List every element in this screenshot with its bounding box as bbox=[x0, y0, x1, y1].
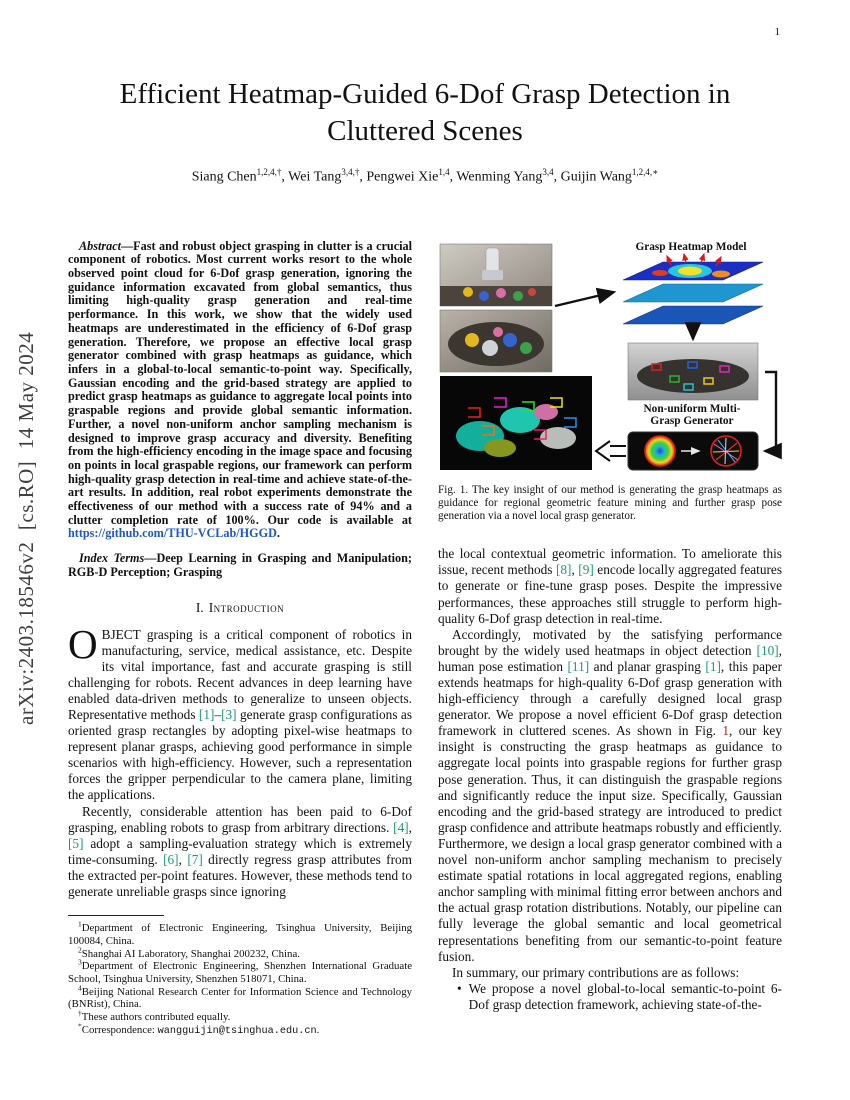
citation-link[interactable]: [1] bbox=[705, 658, 721, 674]
generator-label bbox=[623, 403, 761, 427]
bullet-marker: • bbox=[457, 980, 462, 996]
author-affiliation-marks: 3,4,† bbox=[341, 167, 360, 177]
pointcloud-scene bbox=[440, 376, 592, 470]
footnote: $^2$Shanghai AI Laboratory, Shanghai 200232, China. bbox=[78, 944, 300, 960]
email-address: wangguijin@tsinghua.edu.cn bbox=[157, 1025, 317, 1037]
author-affiliation-marks: 1,2,4,† bbox=[256, 167, 282, 177]
page-number: 1 bbox=[774, 26, 780, 38]
footnote: †These authors contributed equally. bbox=[78, 1008, 231, 1024]
citation-link[interactable]: [7] bbox=[187, 851, 203, 867]
two-column-body bbox=[68, 240, 782, 1039]
author-affiliation-marks: 1,4 bbox=[438, 167, 450, 177]
authors-line: Siang Chen$^{1,2,4,\dagger}$, Wei Tang$^{3,4,\dagger}$, Pengwei Xie$^{1,4}$, Wenming Yang$^{3,4}$, Guijin Wang$^{1,2,4,∗}$ bbox=[191, 167, 659, 185]
author-name: Wei Tang bbox=[288, 169, 342, 185]
arrow-to-heatmap bbox=[555, 292, 614, 306]
author-affiliation-marks: 1,2,4,∗ bbox=[631, 167, 659, 177]
author-name: Pengwei Xie bbox=[366, 169, 439, 185]
figure-1 bbox=[438, 240, 782, 472]
citation-link[interactable]: [4] bbox=[393, 819, 409, 835]
citation-link[interactable]: [9] bbox=[578, 562, 594, 578]
left-column bbox=[68, 240, 412, 1039]
generator-label-line2: Grasp Generator bbox=[650, 414, 734, 427]
author-name: Wenming Yang bbox=[456, 169, 543, 185]
author-affiliation-marks: 3,4 bbox=[542, 167, 554, 177]
index-terms-paragraph: Index Terms—Deep Learning in Grasping and Manipulation; RGB-D Perception; Grasping bbox=[68, 551, 412, 579]
citation-link[interactable]: [5] bbox=[68, 835, 84, 851]
robot-photo bbox=[440, 244, 552, 306]
citation-link[interactable]: [11] bbox=[567, 658, 590, 674]
figure1-graphic bbox=[438, 240, 782, 472]
citation-link[interactable]: [3] bbox=[221, 707, 237, 722]
heatmap-stack bbox=[623, 254, 763, 324]
citation-link[interactable]: [10] bbox=[756, 642, 779, 658]
section-number: I. bbox=[195, 599, 204, 615]
intro-paragraph-1: OBJECT grasping is a critical component of robotics in manufacturing, service, medical assistance, etc. Despite its vital importance, fast and accurate grasping is still challenging for robots. Recent advances in deep learning have enabled data-driven methods to generalize to unseen objects. Representative methods [1]–[3] generate grasp configurations as oriented grasp rectangles by adopting pixel-wise heatmaps to represent planar grasps, achieving good performance in simple scenarios with high-efficiency. However, such a representation forces the gripper perpendicular to the camera plane, limiting the applications. bbox=[68, 620, 413, 803]
generator-panel bbox=[628, 432, 758, 470]
footnote-rule bbox=[68, 915, 164, 916]
contribution-item-1 bbox=[438, 981, 782, 1013]
figure-ref-link[interactable]: 1 bbox=[722, 723, 729, 739]
scene-with-grasps bbox=[628, 343, 758, 400]
right-column bbox=[438, 240, 782, 1039]
citation-link[interactable]: [1] bbox=[198, 707, 215, 722]
footnote: $^4$Beijing National Research Center for Information Science and Technology (BNRist), China. bbox=[68, 983, 412, 1011]
contribution-text: We propose a novel global-to-local semantic-to-point 6-Dof grasp detection framework, achieving state-of-the- bbox=[468, 980, 782, 1012]
arrow-to-pointcloud bbox=[596, 441, 626, 461]
intro-paragraph-2: Recently, considerable attention has been paid to 6-Dof grasping, enabling robots to grasp from arbitrary directions. [4], [5] adopt a sampling-evaluation strategy which is extremely time-consuming. [6], [7] directly regress grasp attributes from the extracted per-point features. However, these methods tend to generate unreliable grasps since ignoring bbox=[68, 803, 412, 900]
citation-link[interactable]: [6] bbox=[163, 851, 179, 867]
section-heading-introduction bbox=[68, 600, 412, 616]
author-name: Siang Chen bbox=[191, 169, 257, 185]
footnote: $^1$Department of Electronic Engineering, Tsinghua University, Beijing 100084, China. bbox=[68, 919, 412, 947]
section-title: Introduction bbox=[208, 599, 285, 615]
arxiv-watermark: arXiv:2403.18546v2 [cs.RO] 14 May 2024 bbox=[14, 331, 38, 725]
footnotes-list bbox=[68, 919, 412, 1038]
arrow-to-generator bbox=[765, 372, 776, 451]
footnote: *Correspondence: wangguijin@tsinghua.edu.cn. bbox=[78, 1021, 320, 1037]
abstract-paragraph: Abstract—Fast and robust object grasping in clutter is a crucial component of robotics. Most current works resort to the whole observed point cloud for 6-Dof grasp generation, ignoring the guidance information excavated from global semantics, thus limiting high-quality grasp generation and real-time performance. In this work, we show that the widely used heatmaps are underestimated in the efficiency of 6-Dof grasp generation. Therefore, we propose an effective local grasp generator combined with grasp heatmaps as guidance, which infers in a global-to-local semantic-to-point way. Specifically, Gaussian encoding and the grid-based strategy are applied to predict grasp heatmaps as guidance to aggregate local points into graspable regions and provide global semantic information. Further, a novel non-uniform anchor sampling mechanism is designed to improve grasp accuracy and diversity. Benefiting from the high-efficiency encoding in the image space and focusing on points in local graspable regions, our framework can perform high-quality grasp detection in real-time and achieve state-of-the-art results. In addition, real robot experiments demonstrate the effectiveness of our method with a success rate of 94% and a clutter completion rate of 100%. Our code is available at https://github.com/THU-VCLab/HGGD. bbox=[68, 238, 412, 541]
heatmap-model-label: Grasp Heatmap Model bbox=[635, 240, 747, 253]
footnote: $^3$Department of Electronic Engineering, Shenzhen International Graduate School, Tsinghua University, Shenzhen 518071, China. bbox=[68, 957, 412, 985]
figure-caption: Fig. 1. The key insight of our method is generating the grasp heatmaps as guidance for regional geometric feature mining and further grasp pose generation via a novel local grasp generator. bbox=[438, 483, 782, 523]
continuation-paragraph: the local contextual geometric information. To ameliorate this issue, recent methods [8], [9] encode locally aggregated features to generate or fine-tune grasp poses. Despite the impressive performances, these approaches still struggle to perform high-quality 6-Dof grasp detection in real-time. bbox=[438, 546, 782, 626]
contributions-intro: In summary, our primary contributions are as follows: bbox=[452, 964, 740, 980]
anchor-heatmap-sphere bbox=[645, 436, 675, 466]
approach-paragraph: Accordingly, motivated by the satisfying performance brought by the widely used heatmaps in object detection [10], human pose estimation [11] and planar grasping [1], this paper extends heatmaps for high-quality 6-Dof grasp generation with high-efficiency through a carefully designed local grasp generator. We propose a novel efficient 6-Dof grasp detection framework in cluttered scenes. As shown in Fig. 1, our key insight is constructing the grasp heatmaps as guidance to aggregate local points into graspable regions for further grasp pose generation. Thus, it can distinguish the graspable regions and significantly reduce the input size. Specifically, Gaussian encoding and the grid-based strategy are introduced to predict grasp confidence and attribute heatmaps robustly and efficiently. Furthermore, we design a local grasp generator combined with a novel non-uniform anchor sampling mechanism to precisely estimate spatial rotations in local aggregated regions, enabling anchor sampling with minimal fitting error between anchors and the actual grasp rotation distributions. Notably, our pipeline can fully leverage the global semantic and local geometrical representations benefiting from our semantic-to-point feature fusion. bbox=[438, 626, 782, 964]
author-name: Guijin Wang bbox=[560, 169, 632, 185]
citation-link[interactable]: [8] bbox=[555, 562, 572, 578]
clutter-photo bbox=[440, 310, 552, 372]
paper-title: Efficient Heatmap-Guided 6-Dof Grasp Detection in Cluttered Scenes bbox=[119, 78, 731, 147]
url-link[interactable]: https://github.com/THU-VCLab/HGGD bbox=[68, 526, 277, 541]
right-column-body bbox=[438, 546, 782, 1013]
footnotes-block bbox=[68, 915, 412, 1038]
generator-label-line1: Non-uniform Multi- bbox=[643, 402, 741, 415]
